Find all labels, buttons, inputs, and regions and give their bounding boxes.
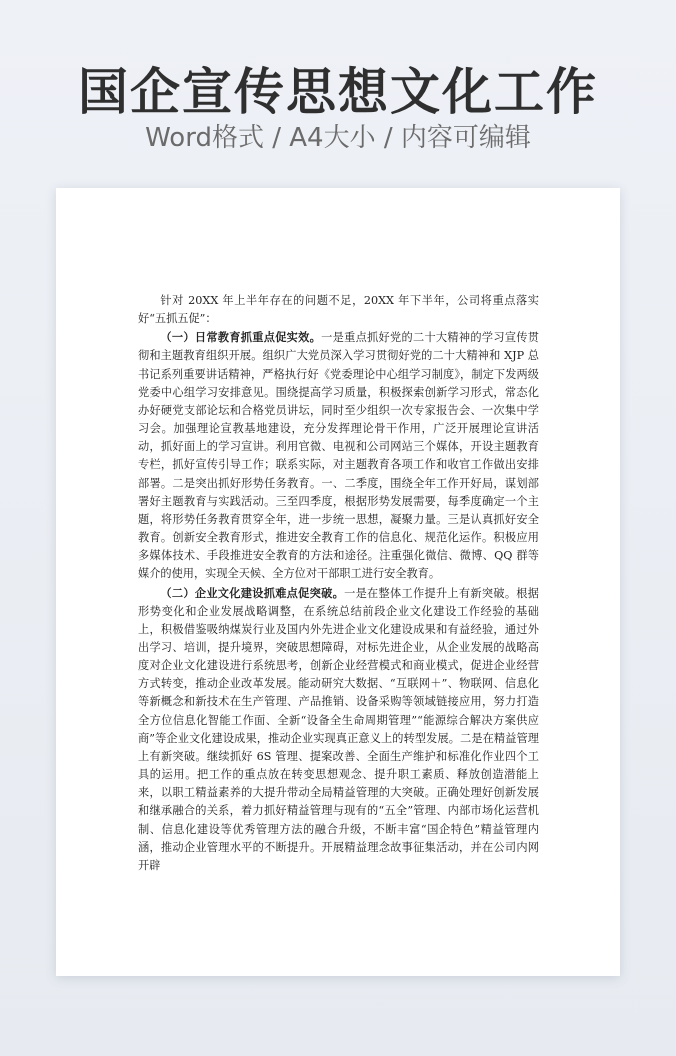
section-body: 一是在整体工作提升上有新突破。根据形势变化和企业发展战略调整，在系统总结前段企业文化建设工作经验的基础上，积极借鉴吸纳煤炭行业及国内外先进企业文化建设成果和有益经验，通过外出学习、培训，提升境界，突破思想障碍，对标先进企业，从企业发展的战略高度对企业文化建设进行系统思考，创新企业经营模式和商业模式，促进企业经营方式转变，推动企业改革发展。能动研究大数据、“互联网＋”、物联网、信息化等新概念和新技术在生产管理、产品推销、设备采购等领域链接应用，努力打造全方位信息化智能工作面、全新“设备全生命周期管理”“能源综合解决方案供应商”等企业文化建设成果，推动企业实现真正意义上的转型发展。二是在精益管理上有新突破。继续抓好 6S 管理、提案改善、全面生产维护和标准化作业四个工具的运用。把工作的重点放在转变思想观念、提升职工素质、释放创造潜能上来，以职工精益素养的大提升带动全局精益管理的大突破。正确处理好创新发展和继承融合的关系，着力抓好精益管理与现有的“五全”管理、内部市场化运营机制、信息化建设等优秀管理方法的融合升级，不断丰富“国企特色”精益管理内涵，推动企业管理水平的不断提升。开展精益理念故事征集活动，并在公司内网开辟 bbox=[138, 586, 539, 872]
page-title: 国企宣传思想文化工作 bbox=[78, 63, 598, 121]
document-page bbox=[56, 188, 620, 976]
section-body: 一是重点抓好党的二十大精神的学习宣传贯彻和主题教育组织开展。组织广大党员深入学习贯彻好党的二十大精神和 XJP 总书记系列重要讲话精神，严格执行好《党委理论中心组学习制度》，制定下发两级党委中心组学习安排意见。围绕提高学习质量，积极探索创新学习形式，常态化办好硬党支部论坛和合格党员讲坛，同时至少组织一次专家报告会、一次集中学习会。加强理论宣教基地建设，充分发挥理论骨干作用，广泛开展理论宣讲活动，抓好面上的学习宣讲。利用官微、电视和公司网站三个媒体，开设主题教育专栏，抓好宣传引导工作；联系实际，对主题教育各项工作和收官工作做出安排部署。二是突出抓好形势任务教育。一、二季度，围绕全年工作开好局，谋划部署好主题教育与实践活动。三至四季度，根据形势发展需要，每季度确定一个主题，将形势任务教育贯穿全年，进一步统一思想，凝聚力量。三是认真抓好安全教育。创新安全教育形式，推进安全教育工作的信息化、规范化运作。积极应用多媒体技术、手段推进安全教育的方法和途径。注重强化微信、微博、QQ 群等媒介的使用，实现全天候、全方位对干部职工进行安全教育。 bbox=[138, 331, 539, 581]
intro-paragraph: 针对 20XX 年上半年存在的问题不足，20XX 年下半年，公司将重点落实好“五抓五促”： bbox=[138, 294, 539, 326]
section-paragraph bbox=[138, 328, 539, 583]
page-subtitle: Word格式 / A4大小 / 内容可编辑 bbox=[145, 123, 531, 153]
document-body bbox=[138, 292, 539, 875]
section-heading: （一）日常教育抓重点促实效。 bbox=[160, 330, 322, 345]
section-heading: （二）企业文化建设抓难点促突破。 bbox=[160, 585, 345, 600]
section-paragraph bbox=[138, 584, 539, 876]
